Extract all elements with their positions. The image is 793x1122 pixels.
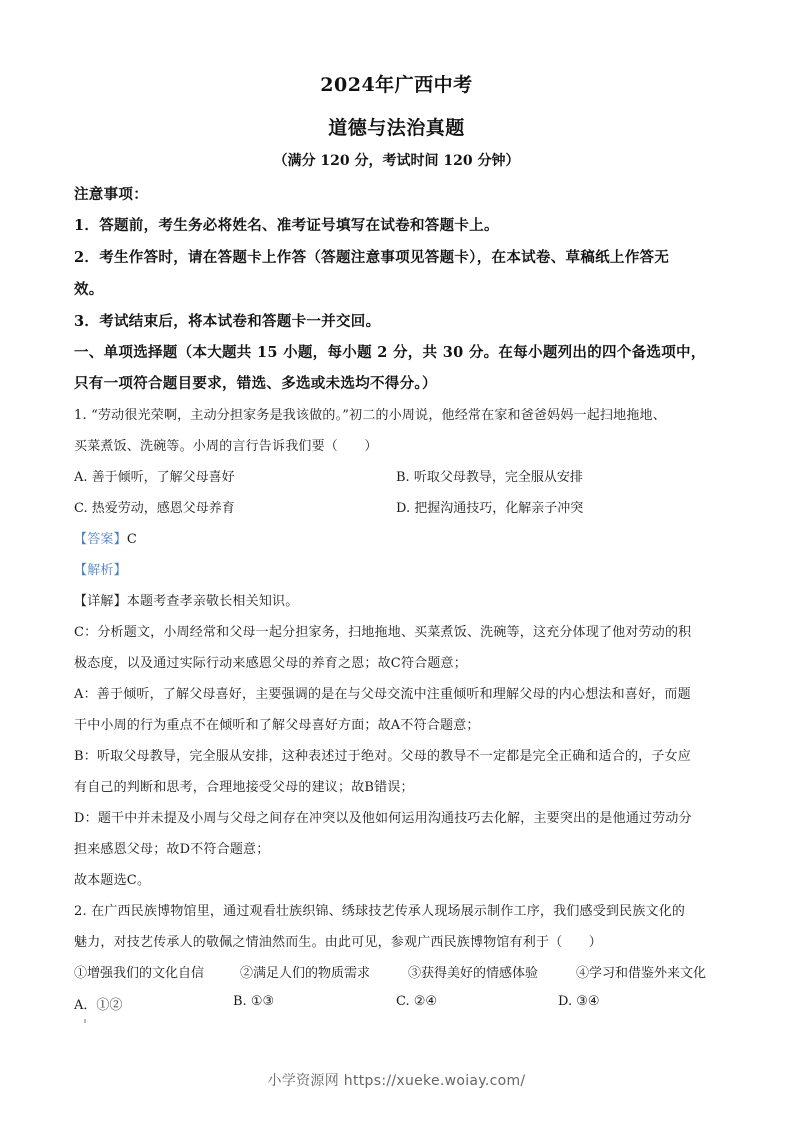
explanation-conclusion: 故本题选C。: [74, 873, 151, 888]
question-1-stem-cont: 买菜煮饭、洗碗等。小周的言行告诉我们要（ ）: [74, 439, 378, 454]
explanation-line: 担来感恩父母；故D不符合题意；: [74, 842, 270, 857]
explanation-line: A：善于倾听，了解父母喜好，主要强调的是在与父母交流中注重倾听和理解父母的内心想法和喜好，而题: [74, 687, 691, 702]
explanation-line: 有自己的判断和思考，合理地接受父母的建议；故B错误；: [74, 780, 414, 795]
explanation-line: 干中小周的行为重点不在倾听和了解父母喜好方面；故A不符合题意；: [74, 718, 480, 733]
question-1-option-c: C. 热爱劳动，感恩父母养育: [74, 501, 235, 516]
exam-meta: （满分 120 分，考试时间 120 分钟）: [273, 153, 520, 169]
page-title: 2024年广西中考: [320, 74, 473, 96]
question-2-statement-2: ②满足人们的物质需求: [240, 966, 371, 981]
question-2-stem: 2. 在广西民族博物馆里，通过观看壮族织锦、绣球技艺传承人现场展示制作工序，我们感受到民族文化的: [74, 904, 686, 919]
detail-row: [74, 590, 298, 609]
question-1-option-a: A. 善于倾听，了解父母喜好: [74, 470, 235, 485]
answer-value: C: [126, 532, 137, 547]
explanation-line: D：题干中并未提及小周与父母之间存在冲突以及他如何运用沟通技巧去化解，主要突出的是他通过劳动分: [74, 811, 692, 826]
question-2-statement-1: ①增强我们的文化自信: [74, 966, 205, 981]
explanation-line: B：听取父母教导，完全服从安排，这种表述过于绝对。父母的教导不一定都是完全正确和适合的，子女应: [74, 749, 691, 764]
section-heading-cont: 只有一项符合题目要求，错选、多选或未选均不得分。）: [74, 375, 437, 392]
question-2-statement-3: ③获得美好的情感体验: [408, 966, 539, 981]
answer-label: 【答案】: [74, 532, 127, 547]
answer-row: [74, 528, 137, 547]
analysis-label: 【解析】: [74, 563, 127, 578]
notice-item-2-cont: 效。: [74, 281, 104, 298]
question-2-option-b: B. ①③: [233, 994, 275, 1009]
question-2-option-d: D. ③④: [558, 994, 600, 1009]
detail-label: 【详解】: [74, 594, 127, 609]
explanation-line: 极态度，以及通过实际行动来感恩父母的养育之恩；故C符合题意；: [74, 656, 467, 671]
notice-item-1: 1．答题前，考生务必将姓名、准考证号填写在试卷和答题卡上。: [74, 217, 499, 234]
footer-watermark: 小学资源网 https://xueke.woiay.com/: [267, 1073, 526, 1089]
question-2-option-c: C. ②④: [396, 994, 438, 1009]
page-subtitle: 道德与法治真题: [328, 117, 465, 139]
question-1-option-b: B. 听取父母教导，完全服从安排: [396, 470, 583, 485]
notice-heading: 注意事项：: [74, 186, 148, 203]
scan-artifact: [84, 1019, 86, 1023]
notice-item-2: 2．考生作答时，请在答题卡上作答（答题注意事项见答题卡），在本试卷、草稿纸上作答无: [74, 249, 670, 266]
question-2-stem-cont: 魅力，对技艺传承人的敬佩之情油然而生。由此可见，参观广西民族博物馆有利于（ ）: [74, 935, 603, 950]
detail-intro: 本题考查孝亲敬长相关知识。: [126, 594, 299, 609]
section-heading: 一、单项选择题（本大题共 15 小题，每小题 2 分，共 30 分。在每小题列出的四个备选项中，: [74, 344, 706, 361]
question-2-option-a: A．①②: [74, 998, 123, 1013]
question-1-stem: 1. “劳动很光荣啊，主动分担家务是我该做的。”初二的小周说，他经常在家和爸爸妈妈一起扫地拖地、: [74, 408, 666, 423]
question-1-option-d: D. 把握沟通技巧，化解亲子冲突: [396, 501, 584, 516]
notice-item-3: 3．考试结束后，将本试卷和答题卡一并交回。: [74, 313, 381, 330]
question-2-statement-4: ④学习和借鉴外来文化: [576, 966, 707, 981]
explanation-line: C：分析题文，小周经常和父母一起分担家务，扫地拖地、买菜煮饭、洗碗等，这充分体现了他对劳动的积: [74, 625, 692, 640]
